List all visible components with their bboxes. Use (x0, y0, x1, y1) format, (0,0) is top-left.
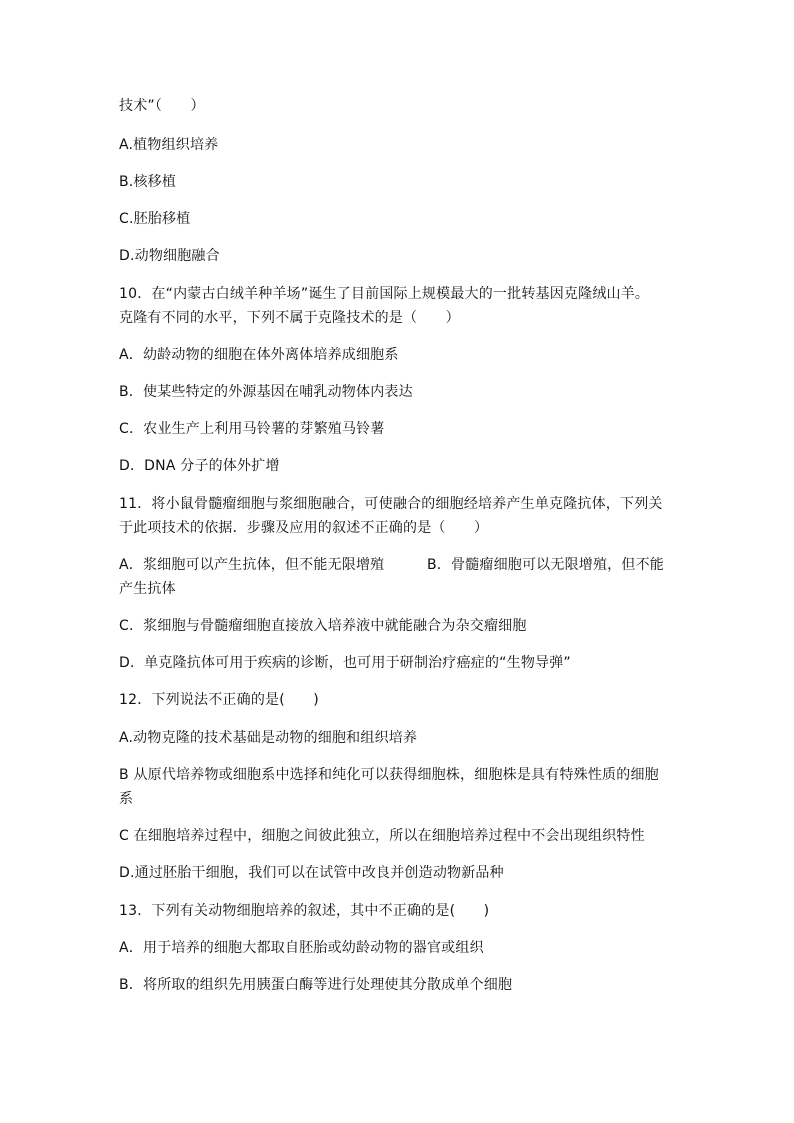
q12-option-d: D.通过胚胎干细胞，我们可以在试管中改良并创造动物新品种 (119, 865, 504, 881)
q11-option-c: C．浆细胞与骨髓瘤细胞直接放入培养液中就能融合为杂交瘤细胞 (119, 618, 527, 634)
q10-stem-line-2: 克隆有不同的水平，下列不属于克隆技术的是（ ） (119, 310, 460, 326)
q12-option-b-line-2: 系 (119, 791, 134, 807)
q9-option-d: D.动物细胞融合 (119, 248, 220, 264)
q10-option-d: D．DNA 分子的体外扩增 (119, 458, 280, 474)
q9-option-b: B.核移植 (119, 174, 177, 190)
q11-options-ab: A．浆细胞可以产生抗体，但不能无限增殖 B．骨髓瘤细胞可以无限增殖，但不能 (119, 557, 664, 573)
q12-option-b-line-1: B 从原代培养物或细胞系中选择和纯化可以获得细胞株，细胞株是具有特殊性质的细胞 (119, 767, 659, 783)
q9-option-a: A.植物组织培养 (119, 137, 219, 153)
q12-option-a: A.动物克隆的技术基础是动物的细胞和组织培养 (119, 730, 418, 746)
q10-stem-line-1: 10．在“内蒙古白绒羊种羊场”诞生了目前国际上规模最大的一批转基因克隆绒山羊。 (119, 286, 650, 302)
q12-option-c: C 在细胞培养过程中，细胞之间彼此独立，所以在细胞培养过程中不会出现组织特性 (119, 828, 645, 844)
q9-stem-end: 技术”（ ） (119, 98, 205, 114)
q12-stem: 12．下列说法不正确的是( ) (119, 692, 319, 708)
q10-option-c: C．农业生产上利用马铃薯的芽繁殖马铃薯 (119, 421, 385, 437)
q9-option-c: C.胚胎移植 (119, 211, 191, 227)
q10-option-a: A．幼龄动物的细胞在体外离体培养成细胞系 (119, 347, 399, 363)
q13-stem: 13．下列有关动物细胞培养的叙述，其中不正确的是( ) (119, 903, 490, 919)
q11-option-b-cont: 产生抗体 (119, 581, 176, 597)
q13-option-a: A．用于培养的细胞大都取自胚胎或幼龄动物的器官或组织 (119, 940, 484, 956)
q11-stem-line-1: 11．将小鼠骨髓瘤细胞与浆细胞融合，可使融合的细胞经培养产生单克隆抗体，下列关 (119, 496, 663, 512)
q13-option-b: B．将所取的组织先用胰蛋白酶等进行处理使其分散成单个细胞 (119, 977, 513, 993)
q11-stem-line-2: 于此项技术的依据．步骤及应用的叙述不正确的是（ ） (119, 520, 489, 536)
q11-option-d: D．单克隆抗体可用于疾病的诊断，也可用于研制治疗癌症的“生物导弹” (119, 655, 571, 671)
q10-option-b: B．使某些特定的外源基因在哺乳动物体内表达 (119, 384, 413, 400)
